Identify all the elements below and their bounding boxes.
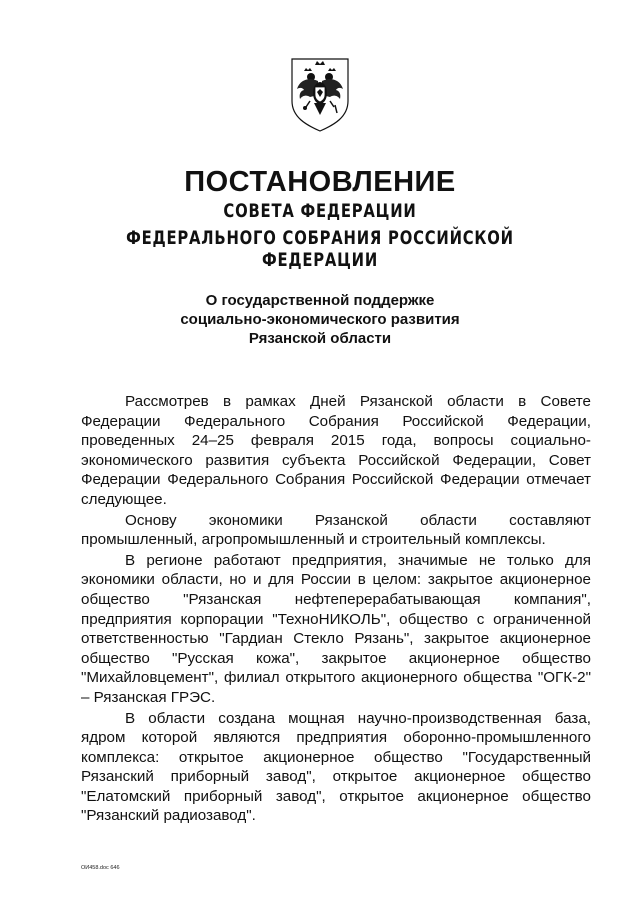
russian-coat-of-arms-icon — [288, 55, 352, 133]
body-paragraph: Основу экономики Рязанской области составляют промышленный, агропромышленный и строительный комплексы. — [81, 511, 591, 549]
body-paragraph: В области создана мощная научно-производственная база, ядром которой являются предприятия оборонно-промышленного комплекса: открытое акционерное общество "Государственный Рязанский приборный завод", открытое акционерное общество "Елатомский приборный завод", открытое акционерное общество "Рязанский радиозавод". — [81, 709, 591, 825]
issuer-line-2: ФЕДЕРАЛЬНОГО СОБРАНИЯ РОССИЙСКОЙ ФЕДЕРАЦИИ — [126, 227, 514, 271]
document-subject — [0, 291, 640, 348]
body-paragraph: В регионе работают предприятия, значимые не только для экономики области, но и для России в целом: закрытое акционерное общество "Рязанская нефтеперерабатывающая компания", предприятия корпорации "ТехноНИКОЛЬ", общество с ограниченной ответственностью "Гардиан Стекло Рязань", закрытое акционерное общество "Русская кожа", закрытое акционерное общество "Михайловцемент", филиал открытого акционерного общества "ОГК-2" – Рязанская ГРЭС. — [81, 551, 591, 706]
body-paragraph: Рассмотрев в рамках Дней Рязанской области в Совете Федерации Федерального Собрания Российской Федерации, проведенных 24–25 февраля 2015 года, вопросы социально-экономического развития субъекта Российской Федерации, Совет Федерации Федерального Собрания Российской Федерации отмечает следующее. — [81, 393, 591, 508]
file-reference: ОИ458.doc 646 — [81, 865, 120, 871]
document-title: ПОСТАНОВЛЕНИЕ — [184, 166, 456, 198]
document-body — [81, 392, 591, 827]
subject-line: социально-экономического развития — [180, 311, 460, 328]
subject-line: О государственной поддержке — [205, 292, 435, 309]
issuer-line-1: СОВЕТА ФЕДЕРАЦИИ — [223, 200, 417, 222]
subject-line: Рязанской области — [248, 330, 392, 347]
